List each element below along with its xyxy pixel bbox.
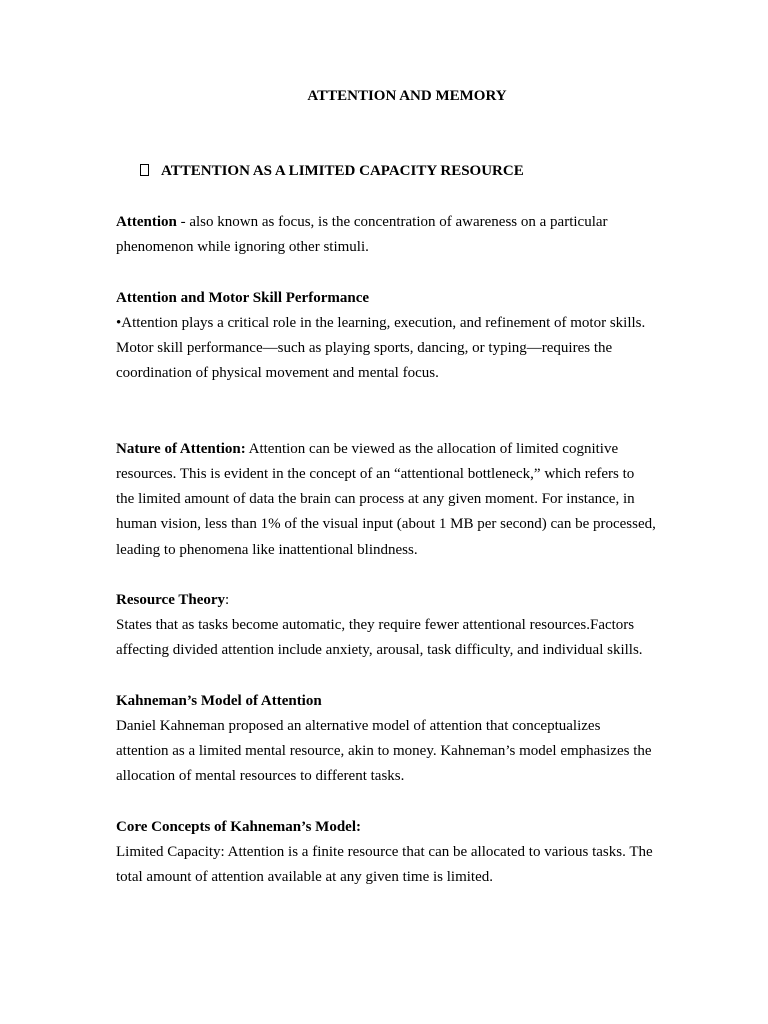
kahneman-model-heading: Kahneman’s Model of Attention (116, 692, 322, 709)
section-heading-text: ATTENTION AS A LIMITED CAPACITY RESOURCE (161, 163, 524, 179)
spacer (116, 790, 656, 815)
motor-skill-heading: Attention and Motor Skill Performance (116, 289, 370, 306)
nature-text: Attention can be viewed as the allocation of limited cognitive resources. This is evident in the concept of an “attentional bottleneck,” which refers to the limited amount of data the brain can process at any given moment. For instance, in human vision, less than 1% of the visual input (about 1 MB per second) can be processed, leading to phenomena like inattentional blindness. (116, 440, 656, 558)
attention-term: Attention (116, 214, 177, 230)
core-concepts-heading: Core Concepts of Kahneman’s Model: (116, 818, 361, 835)
spacer (116, 563, 656, 588)
motor-skill-paragraph: •Attention plays a critical role in the learning, execution, and refinement of motor skills. Motor skill performance—such as playing sports, dancing, or typing—requires the coordination of physical movement and mental focus. (116, 314, 646, 382)
core-concepts-paragraph: Limited Capacity: Attention is a finite resource that can be allocated to various tasks. The total amount of attention available at any given time is limited. (116, 844, 653, 886)
attention-definition-text: - also known as focus, is the concentration of awareness on a particular phenomenon while ignoring other stimuli. (116, 214, 608, 256)
spacer (116, 260, 656, 285)
document-body (116, 210, 656, 890)
resource-theory-term: Resource Theory (116, 592, 226, 608)
nature-paragraph (116, 437, 656, 563)
spacer (116, 386, 656, 436)
resource-theory-colon: : (225, 592, 230, 608)
resource-theory-heading (116, 588, 656, 613)
nature-term: Nature of Attention: (116, 440, 246, 457)
square-bullet-icon (140, 164, 149, 176)
resource-theory-paragraph: States that as tasks become automatic, they require fewer attentional resources.Factors affecting divided attention include anxiety, arousal, task difficulty, and individual skills. (116, 617, 643, 659)
section-heading (140, 162, 524, 180)
document-title: ATTENTION AND MEMORY (307, 88, 507, 104)
attention-definition-paragraph (116, 210, 656, 260)
spacer (116, 664, 656, 689)
kahneman-model-paragraph: Daniel Kahneman proposed an alternative model of attention that conceptualizes attention as a limited mental resource, akin to money. Kahneman’s model emphasizes the allocation of mental resources to different tasks. (116, 718, 652, 785)
